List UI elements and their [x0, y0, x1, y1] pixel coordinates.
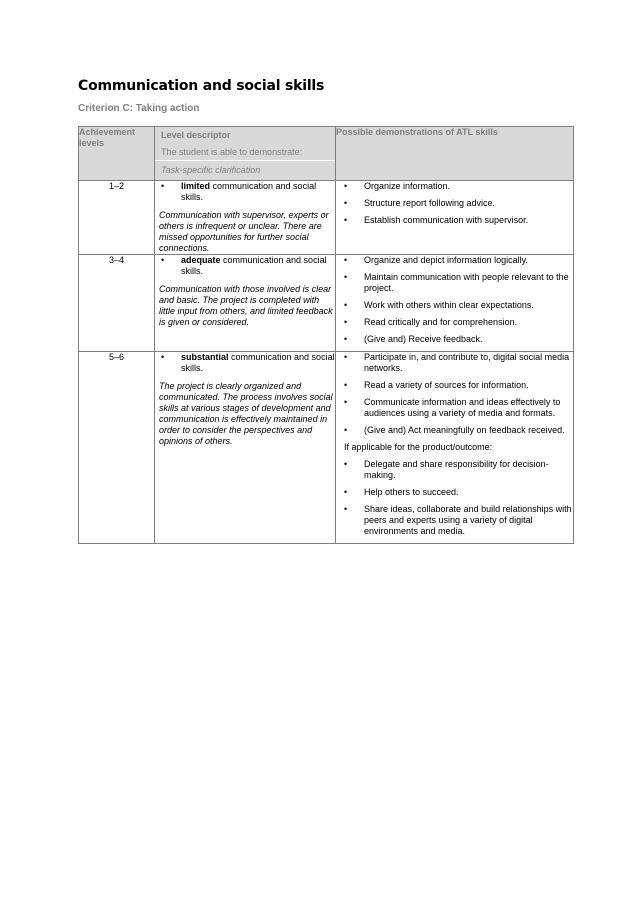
list-item — [336, 425, 573, 436]
descriptor-text — [181, 255, 335, 277]
level-cell: 5–6 — [79, 352, 155, 544]
descriptor-cell — [155, 181, 336, 255]
list-item — [336, 487, 573, 498]
demonstrations-cell — [336, 255, 574, 352]
bullet-icon: • — [344, 198, 348, 208]
demonstration-text: Participate in, and contribute to, digital social media networks. — [364, 352, 570, 373]
bullet-icon: • — [344, 504, 348, 514]
descriptor-rest: communication and social skills. — [181, 352, 335, 373]
descriptor-bullet — [155, 181, 335, 203]
page-title: Communication and social skills — [78, 78, 325, 94]
demonstrations-cell — [336, 352, 574, 544]
bullet-icon: • — [344, 487, 348, 497]
bullet-icon: • — [344, 397, 348, 407]
bullet-icon: • — [344, 215, 348, 225]
demonstration-text: (Give and) Receive feedback. — [364, 334, 483, 344]
list-item — [336, 272, 573, 294]
demonstrations-cell — [336, 181, 574, 255]
header-demonstrations: Possible demonstrations of ATL skills — [336, 127, 574, 181]
header-descriptor-sub: The student is able to demonstrate: — [161, 147, 303, 157]
bullet-icon: • — [344, 425, 348, 435]
bullet-icon: • — [161, 255, 165, 265]
descriptor-clarification: Communication with supervisor, experts or others is infrequent or unclear. There are missed opportunities for further social connections. — [159, 210, 329, 253]
descriptor-clarification: The project is clearly organized and communicated. The process involves social skills at various stages of development and communication is effectively maintained in order to consider the perspectives and opinions of others. — [159, 381, 333, 446]
descriptor-cell — [155, 255, 336, 352]
descriptor-rest: communication and social skills. — [181, 181, 317, 202]
list-item — [336, 255, 573, 266]
list-item — [336, 380, 573, 391]
descriptor-text — [181, 352, 335, 374]
table-header-row — [79, 127, 574, 181]
list-item — [336, 215, 573, 226]
level-cell: 3–4 — [79, 255, 155, 352]
list-item — [336, 181, 573, 192]
criterion-subtitle: Criterion C: Taking action — [78, 103, 200, 114]
demonstration-text: Read critically and for comprehension. — [364, 317, 518, 327]
bullet-icon: • — [344, 459, 348, 469]
level-cell: 1–2 — [79, 181, 155, 255]
descriptor-text — [181, 181, 335, 203]
list-item — [336, 459, 573, 481]
demonstration-text: (Give and) Act meaningfully on feedback received. — [364, 425, 565, 435]
list-item — [336, 504, 573, 537]
bullet-icon: • — [344, 380, 348, 390]
demonstration-text: Share ideas, collaborate and build relationships with peers and experts using a variety of digital environments and media. — [364, 504, 572, 536]
bullet-icon: • — [344, 300, 348, 310]
bullet-icon: • — [344, 334, 348, 344]
demonstration-text: Communicate information and ideas effectively to audiences using a variety of media and formats. — [364, 397, 561, 418]
bullet-icon: • — [344, 181, 348, 191]
list-item — [336, 300, 573, 311]
table-row — [79, 352, 574, 544]
list-item — [336, 397, 573, 419]
header-achievement-levels — [79, 127, 155, 181]
descriptor-bullet — [155, 352, 335, 374]
list-item — [336, 352, 573, 374]
bullet-icon: • — [344, 272, 348, 282]
table-row — [79, 181, 574, 255]
demonstration-text: Help others to succeed. — [364, 487, 459, 497]
table-row — [79, 255, 574, 352]
rubric-table — [78, 126, 574, 544]
demonstration-text: Maintain communication with people relevant to the project. — [364, 272, 569, 293]
demonstration-text: Read a variety of sources for information. — [364, 380, 529, 390]
demonstration-text: Work with others within clear expectations. — [364, 300, 534, 310]
demonstration-text: Delegate and share responsibility for decision-making. — [364, 459, 549, 480]
descriptor-level-word: limited — [181, 181, 211, 191]
bullet-icon: • — [344, 255, 348, 265]
descriptor-level-word: substantial — [181, 352, 229, 362]
bullet-icon: • — [161, 181, 165, 191]
list-item — [336, 317, 573, 328]
descriptor-bullet — [155, 255, 335, 277]
applicability-note: If applicable for the product/outcome: — [344, 442, 493, 452]
header-achievement-line1: Achievement — [79, 127, 136, 137]
demonstration-text: Establish communication with supervisor. — [364, 215, 529, 225]
header-level-descriptor — [155, 127, 336, 181]
demonstration-text: Organize information. — [364, 181, 451, 191]
header-descriptor-clarification: Task-specific clarification — [155, 160, 335, 180]
list-item — [336, 334, 573, 345]
demonstration-text: Organize and depict information logically. — [364, 255, 528, 265]
bullet-icon: • — [344, 352, 348, 362]
descriptor-rest: communication and social skills. — [181, 255, 327, 276]
header-descriptor-title: Level descriptor — [161, 130, 231, 140]
demonstration-text: Structure report following advice. — [364, 198, 496, 208]
descriptor-level-word: adequate — [181, 255, 221, 265]
bullet-icon: • — [344, 317, 348, 327]
descriptor-cell — [155, 352, 336, 544]
descriptor-clarification: Communication with those involved is clear and basic. The project is completed with little input from others, and limited feedback is given or considered. — [159, 284, 333, 327]
list-item — [336, 198, 573, 209]
header-achievement-line2: levels — [79, 138, 105, 148]
bullet-icon: • — [161, 352, 165, 362]
